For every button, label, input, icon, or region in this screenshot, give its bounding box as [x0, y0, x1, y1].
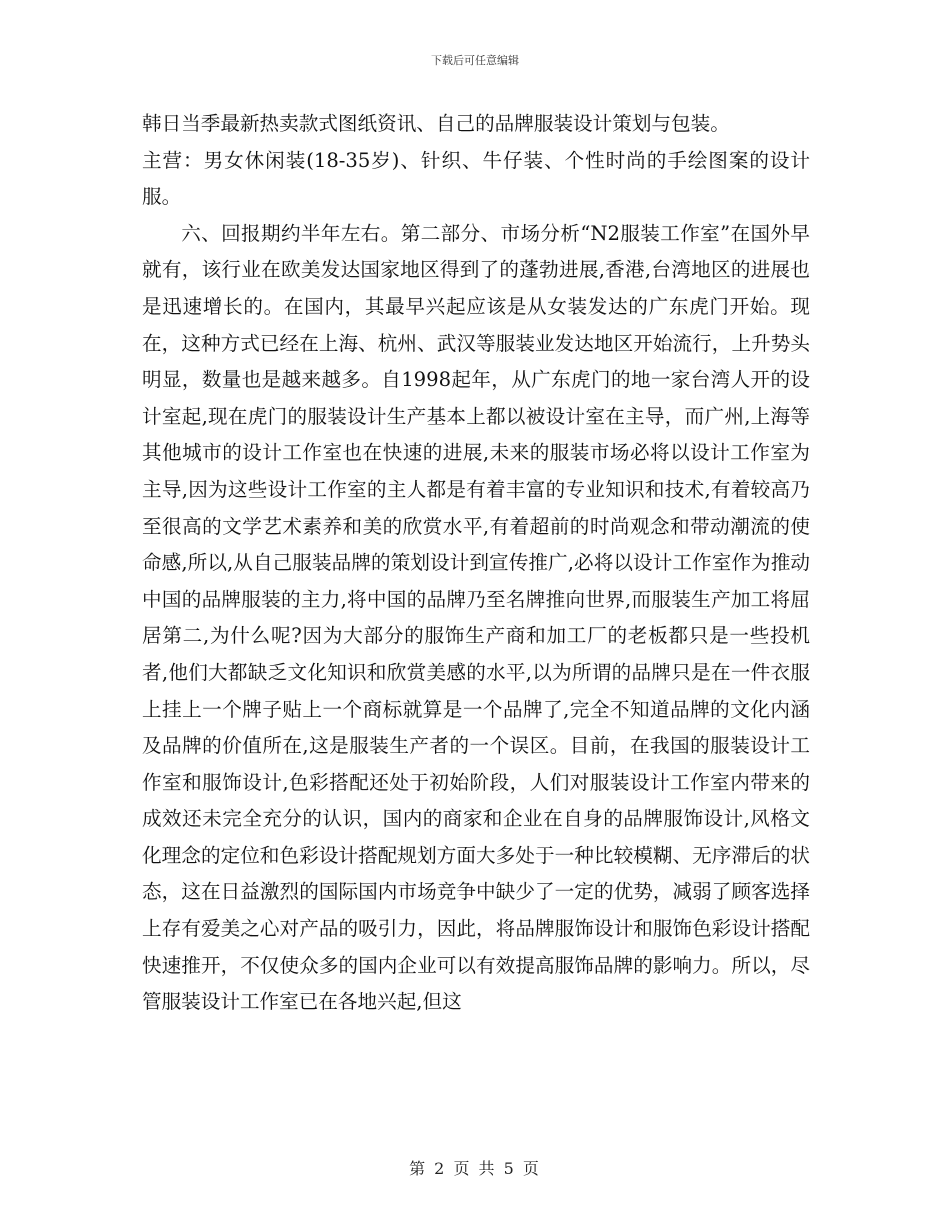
paragraph-2: 主营：男女休闲装(18-35岁)、针织、牛仔装、个性时尚的手绘图案的设计服。 — [142, 148, 810, 209]
paragraph-1: 韩日当季最新热卖款式图纸资讯、自己的品牌服装设计策划与包装。 — [142, 112, 730, 135]
page-header: 下载后可任意编辑 — [431, 54, 519, 67]
document-body — [142, 106, 810, 1021]
page-footer: 第 2 页 共 5 页 — [409, 1159, 541, 1178]
paragraph-3: 六、回报期约半年左右。第二部分、市场分析“N2服装工作室”在国外早就有，该行业在欧美发达国家地区得到了的蓬勃进展,香港,台湾地区的进展也是迅速增长的。在国内，其最早兴起应该是从女装发达的广东虎门开始。现在，这种方式已经在上海、杭州、武汉等服装业发达地区开始流行，上升势头明显，数量也是越来越多。自1998起年，从广东虎门的地一家台湾人开的设计室起,现在虎门的服装设计生产基本上都以被设计室在主导，而广州,上海等其他城市的设计工作室也在快速的进展,未来的服装市场必将以设计工作室为主导,因为这些设计工作室的主人都是有着丰富的专业知识和技术,有着较高乃至很高的文学艺术素养和美的欣赏水平,有着超前的时尚观念和带动潮流的使命感,所以,从自己服装品牌的策划设计到宣传推广,必将以设计工作室作为推动中国的品牌服装的主力,将中国的品牌乃至名牌推向世界,而服装生产加工将屈居第二,为什么呢?因为大部分的服饰生产商和加工厂的老板都只是一些投机者,他们大都缺乏文化知识和欣赏美感的水平,以为所谓的品牌只是在一件衣服上挂上一个牌子贴上一个商标就算是一个品牌了,完全不知道品牌的文化内涵及品牌的价值所在,这是服装生产者的一个误区。目前，在我国的服装设计工作室和服饰设计,色彩搭配还处于初始阶段，人们对服装设计工作室内带来的成效还未完全充分的认识，国内的商家和企业在自身的品牌服饰设计,风格文化理念的定位和色彩设计搭配规划方面大多处于一种比较模糊、无序滞后的状态，这在日益激烈的国际国内市场竞争中缺少了一定的优势，减弱了顾客选择上存有爱美之心对产品的吸引力，因此，将品牌服饰设计和服饰色彩设计搭配快速推开，不仅使众多的国内企业可以有效提高服饰品牌的影响力。所以，尽管服装设计工作室已在各地兴起,但这 — [142, 221, 810, 1014]
